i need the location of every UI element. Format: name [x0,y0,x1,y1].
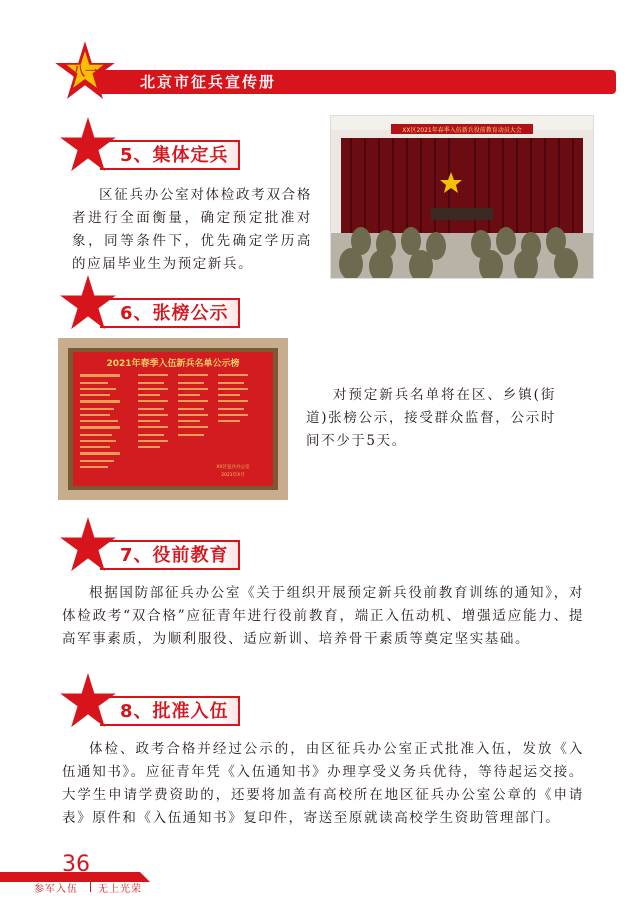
notice-board-photo [58,338,288,500]
section-8-star-icon [58,672,118,730]
page-number: 36 [62,852,90,877]
auditorium-photo [330,115,594,279]
section-5-star-icon [58,116,118,174]
bayi-star-logo [54,40,116,102]
section-5-body: 区征兵办公室对体检政考双合格者进行全面衡量，确定预定批准对象，同等条件下，优先确定学历高的应届毕业生为预定新兵。 [72,187,312,272]
logo-text: 八一 [72,63,98,79]
board-title: 2021年春季入伍新兵名单公示榜 [106,359,240,369]
section-6-heading [100,298,240,328]
section-7-star-icon [58,516,118,574]
board-signature-date: 2021年X月 [221,473,245,478]
board-signature-org: XX区征兵办公室 [216,465,250,470]
auditorium-banner-text: XX区2021年春季入伍新兵役前教育动员大会 [402,127,522,134]
section-5-heading [100,140,240,170]
section-8-heading [100,696,240,726]
section-6-star-icon [58,274,118,332]
section-6-body: 对预定新兵名单将在区、乡镇(街道)张榜公示，接受群众监督，公示时间不少于5天。 [306,387,556,449]
header-title: 北京市征兵宣传册 [140,73,277,91]
section-8-title: 8、批准入伍 [120,701,229,722]
section-8-body: 体检、政考合格并经过公示的，由区征兵办公室正式批准入伍，发放《入伍通知书》。应征青年凭《入伍通知书》办理享受义务兵优待，等待起运交接。大学生申请学费资助的，还要将加盖有高校所在地区征兵办公室公章的《申请表》原件和《入伍通知书》复印件，寄送至原就读高校学生资助管理部门。 [62,741,584,826]
section-7-title: 7、役前教育 [120,545,229,566]
section-6-title: 6、张榜公示 [120,303,229,324]
section-7-heading [100,540,240,570]
footer-slogan-left: 参军入伍 [34,884,78,895]
footer-divider [90,879,91,892]
section-5-title: 5、集体定兵 [120,145,229,166]
footer-slogan-right: 无上光荣 [98,884,142,895]
section-7-body: 根据国防部征兵办公室《关于组织开展预定新兵役前教育训练的通知》，对体检政考“双合格”应征青年进行役前教育，端正入伍动机、增强适应能力、提高军事素质，为顺利服役、适应新训、培养骨干素质等奠定坚实基础。 [62,585,584,647]
